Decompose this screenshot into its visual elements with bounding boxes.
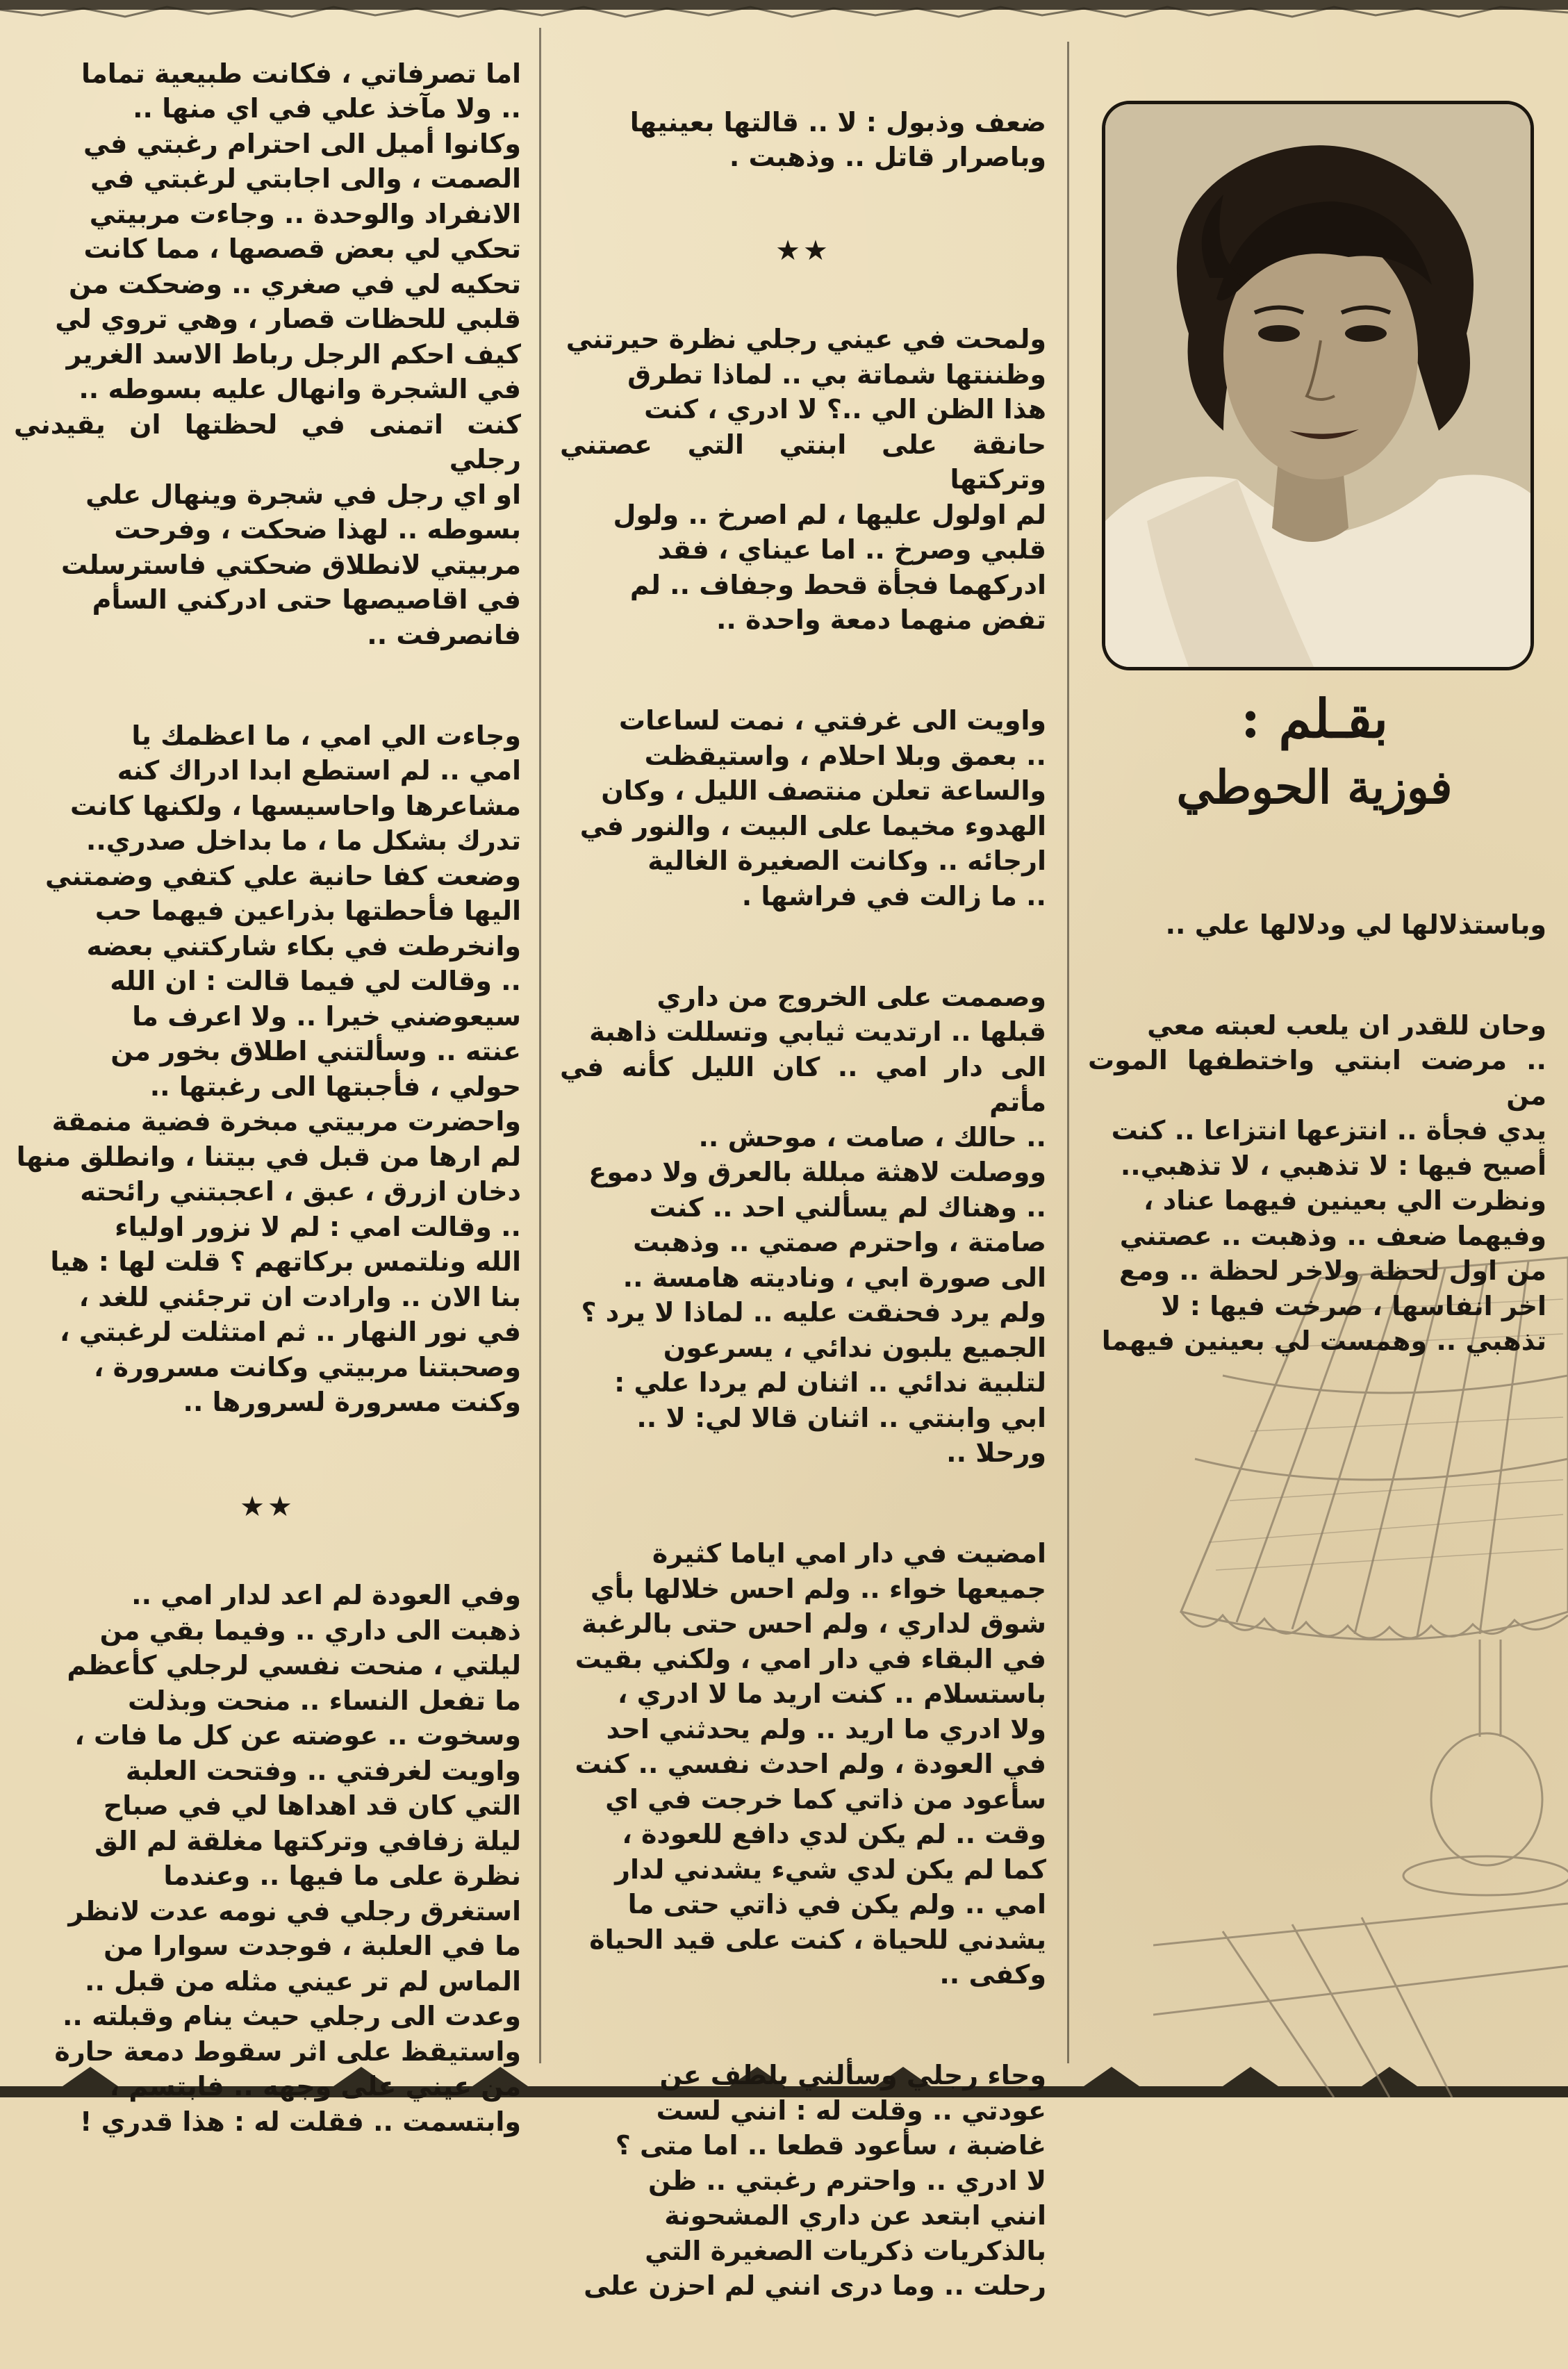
author-photo: [1102, 101, 1534, 670]
column-divider: [539, 28, 541, 2063]
paragraph: امضيت في دار امي اياما كثيرة جميعها خواء .. ولم احس خلالها بأي شوق لداري ، ولم احس حتى بالرغبة في البقاء في دار امي ، ولكني بقيت باستسلام .. كنت اريد ما لا ادري ، ولا ادري ما اريد .. ولم يحدثني احد في العودة ، ولم احدث نفسي .. كنت سأعود من ذاتي كما خرجت في اي وقت .. لم يكن لدي دافع للعودة ، كما لم يكن لدي شيء يشدني لدار امي .. ولم يكن في ذاتي حتى ما يشدني للحياة ، كنت على قيد الحياة وكفى ..: [575, 1538, 1046, 1990]
column-divider: [1067, 42, 1069, 2063]
paragraph: وحان للقدر ان يلعب لعبته معي .. مرضت ابنتي واختطفها الموت من يدي فجأة .. انتزعها انتزاعا .. كنت أصيح فيها : لا تذهبي ، لا تذهبي.. ونظرت الي بعينين فيهما عناد ، وفيهما ضعف .. وذهبت .. عصتني من اول لحظة ولاخر لحظة .. ومع اخر انفاسها ، صرخت فيها : لا تذهبي .. وهمست لي بعينين فيهما: [1088, 1009, 1546, 1356]
section-separator-stars: ★★: [775, 235, 831, 267]
paragraph: وصممت على الخروج من داري قبلها .. ارتديت ثيابي وتسللت ذاهبة الى دار امي .. كان الليل كأنه في مأتم .. حالك ، صامت ، موحش .. ووصلت لاهثة مبللة بالعرق ولا دموع .. وهناك لم يسألني احد .. كنت صامتة ، واحترم صمتي .. وذهبت الى صورة ابي ، وناديته هامسة .. ولم يرد فحنقت عليه .. لماذا لا يرد ؟ الجميع يلبون ندائي ، يسرعون لتلبية ندائي .. اثنان لم يردا علي : ابي وابنتي .. اثنان قالا لي: لا .. ورحلا ..: [560, 981, 1046, 1468]
paragraph: وجاء رجلي وسألني بلطف عن عودتي .. وقلت له : انني لست غاضبة ، سأعود قطعا .. اما متى ؟ لا ادري .. واحترم رغبتي .. ظن انني ابتعد عن داري المشحونة بالذكريات ذكريات الصغيرة التي رحلت .. وما درى انني لم احزن على: [584, 2060, 1046, 2301]
paragraph: واويت الى غرفتي ، نمت لساعات .. بعمق وبلا احلام ، واستيقظت والساعة تعلن منتصف الليل ، وكان الهدوء مخيما على البيت ، والنور في ارجائه .. وكانت الصغيرة الغالية .. ما زالت في فراشها .: [579, 705, 1046, 911]
section-separator-stars: ★★: [240, 1491, 295, 1523]
paragraph: ولمحت في عيني رجلي نظرة حيرتني وظننتها شماتة بي .. لماذا تطرق هذا الظن الي ..؟ لا ادري ، كنت حانقة على ابنتي التي عصتني وتركتها لم اولول عليها ، لم اصرخ .. ولول قلبي وصرخ .. اما عيناي ، فقد ادركهما فجأة قحط وجفاف .. لم تفض منهما دمعة واحدة ..: [560, 324, 1046, 635]
byline: [1102, 684, 1527, 820]
author-name: فوزية الحوطي: [1176, 760, 1453, 814]
byline-label: بقـلم :: [1240, 688, 1389, 750]
paragraph: وفي العودة لم اعد لدار امي .. ذهبت الى داري .. وفيما بقي من ليلتي ، منحت نفسي لرجلي كأعظم ما تفعل النساء .. منحت وبذلت وسخوت .. عوضته عن كل ما فات ، واويت لغرفتي .. وفتحت العلبة التي كان قد اهداها لي في صباح ليلة زفافي وتركتها مغلقة لم الق نظرة على ما فيها .. وعندما استغرق رجلي في نومه عدت لانظر ما في العلبة ، فوجدت سوارا من الماس لم تر عيني مثله من قبل .. وعدت الى رجلي حيث ينام وقبلته .. واستيقظ على اثر سقوط دمعة حارة من عيني على وجهه .. فابتسم ، وابتسمت .. فقلت له : هذا قدري !: [54, 1580, 521, 2137]
paragraph: وباستذلالها لي ودلالها علي ..: [1165, 909, 1546, 940]
paragraph: وجاءت الي امي ، ما اعظمك يا امي .. لم استطع ابدا ادراك كنه مشاعرها واحاسيسها ، ولكنها كانت تدرك بشكل ما ، ما بداخل صدري.. وضعت كفا حانية علي كتفي وضمتني اليها فأحطتها بذراعين فيهما حب وانخرطت في بكاء شاركتني بعضه .. وقالت لي فيما قالت : ان الله سيعوضني خيرا .. ولا اعرف ما عنته .. وسألتني اطلاق بخور من حولي ، فأجبتها الى رغبتها .. واحضرت مربيتي مبخرة فضية منمقة لم ارها من قبل في بيتنا ، وانطلق منها دخان ازرق ، عبق ، اعجبتني رائحته .. وقالت امي : لم لا نزور اولياء الله ونلتمس بركاتهم ؟ قلت لها : هيا بنا الان .. وارادت ان ترجئني للغد ، في نور النهار .. ثم امتثلت لرغبتي ، وصحبتنا مربيتي وكانت مسرورة ، وكنت مسرورة لسرورها ..: [16, 720, 521, 1417]
column-left: [14, 21, 521, 2205]
paragraph: اما تصرفاتي ، فكانت طبيعية تماما .. ولا مآخذ علي في اي منها .. وكانوا أميل الى احترام رغبتي في الصمت ، والى اجابتي لرغبتي في الانفراد والوحدة .. وجاءت مربيتي تحكي لي بعض قصصها ، مما كانت تحكيه لي في صغري .. وضحكت من قلبي للحظات قصار ، وهي تروي لي كيف احكم الرجل رباط الاسد الغرير في الشجرة وانهال عليه بسوطه .. كنت اتمنى في لحظتها ان يقيدني رجلي او اي رجل في شجرة وينهال علي بسوطه .. لهذا ضحكت ، وفرحت مربيتي لانطلاق ضحكتي فاسترسلت في اقاصيصها حتى ادركني السأم فانصرفت ..: [14, 58, 521, 650]
column-middle: [560, 69, 1046, 2369]
paragraph: ضعف وذبول : لا .. قالتها بعينيها وباصرار قاتل .. وذهبت .: [629, 106, 1046, 172]
portrait-image: [1105, 104, 1530, 667]
column-right: [1088, 872, 1546, 1424]
